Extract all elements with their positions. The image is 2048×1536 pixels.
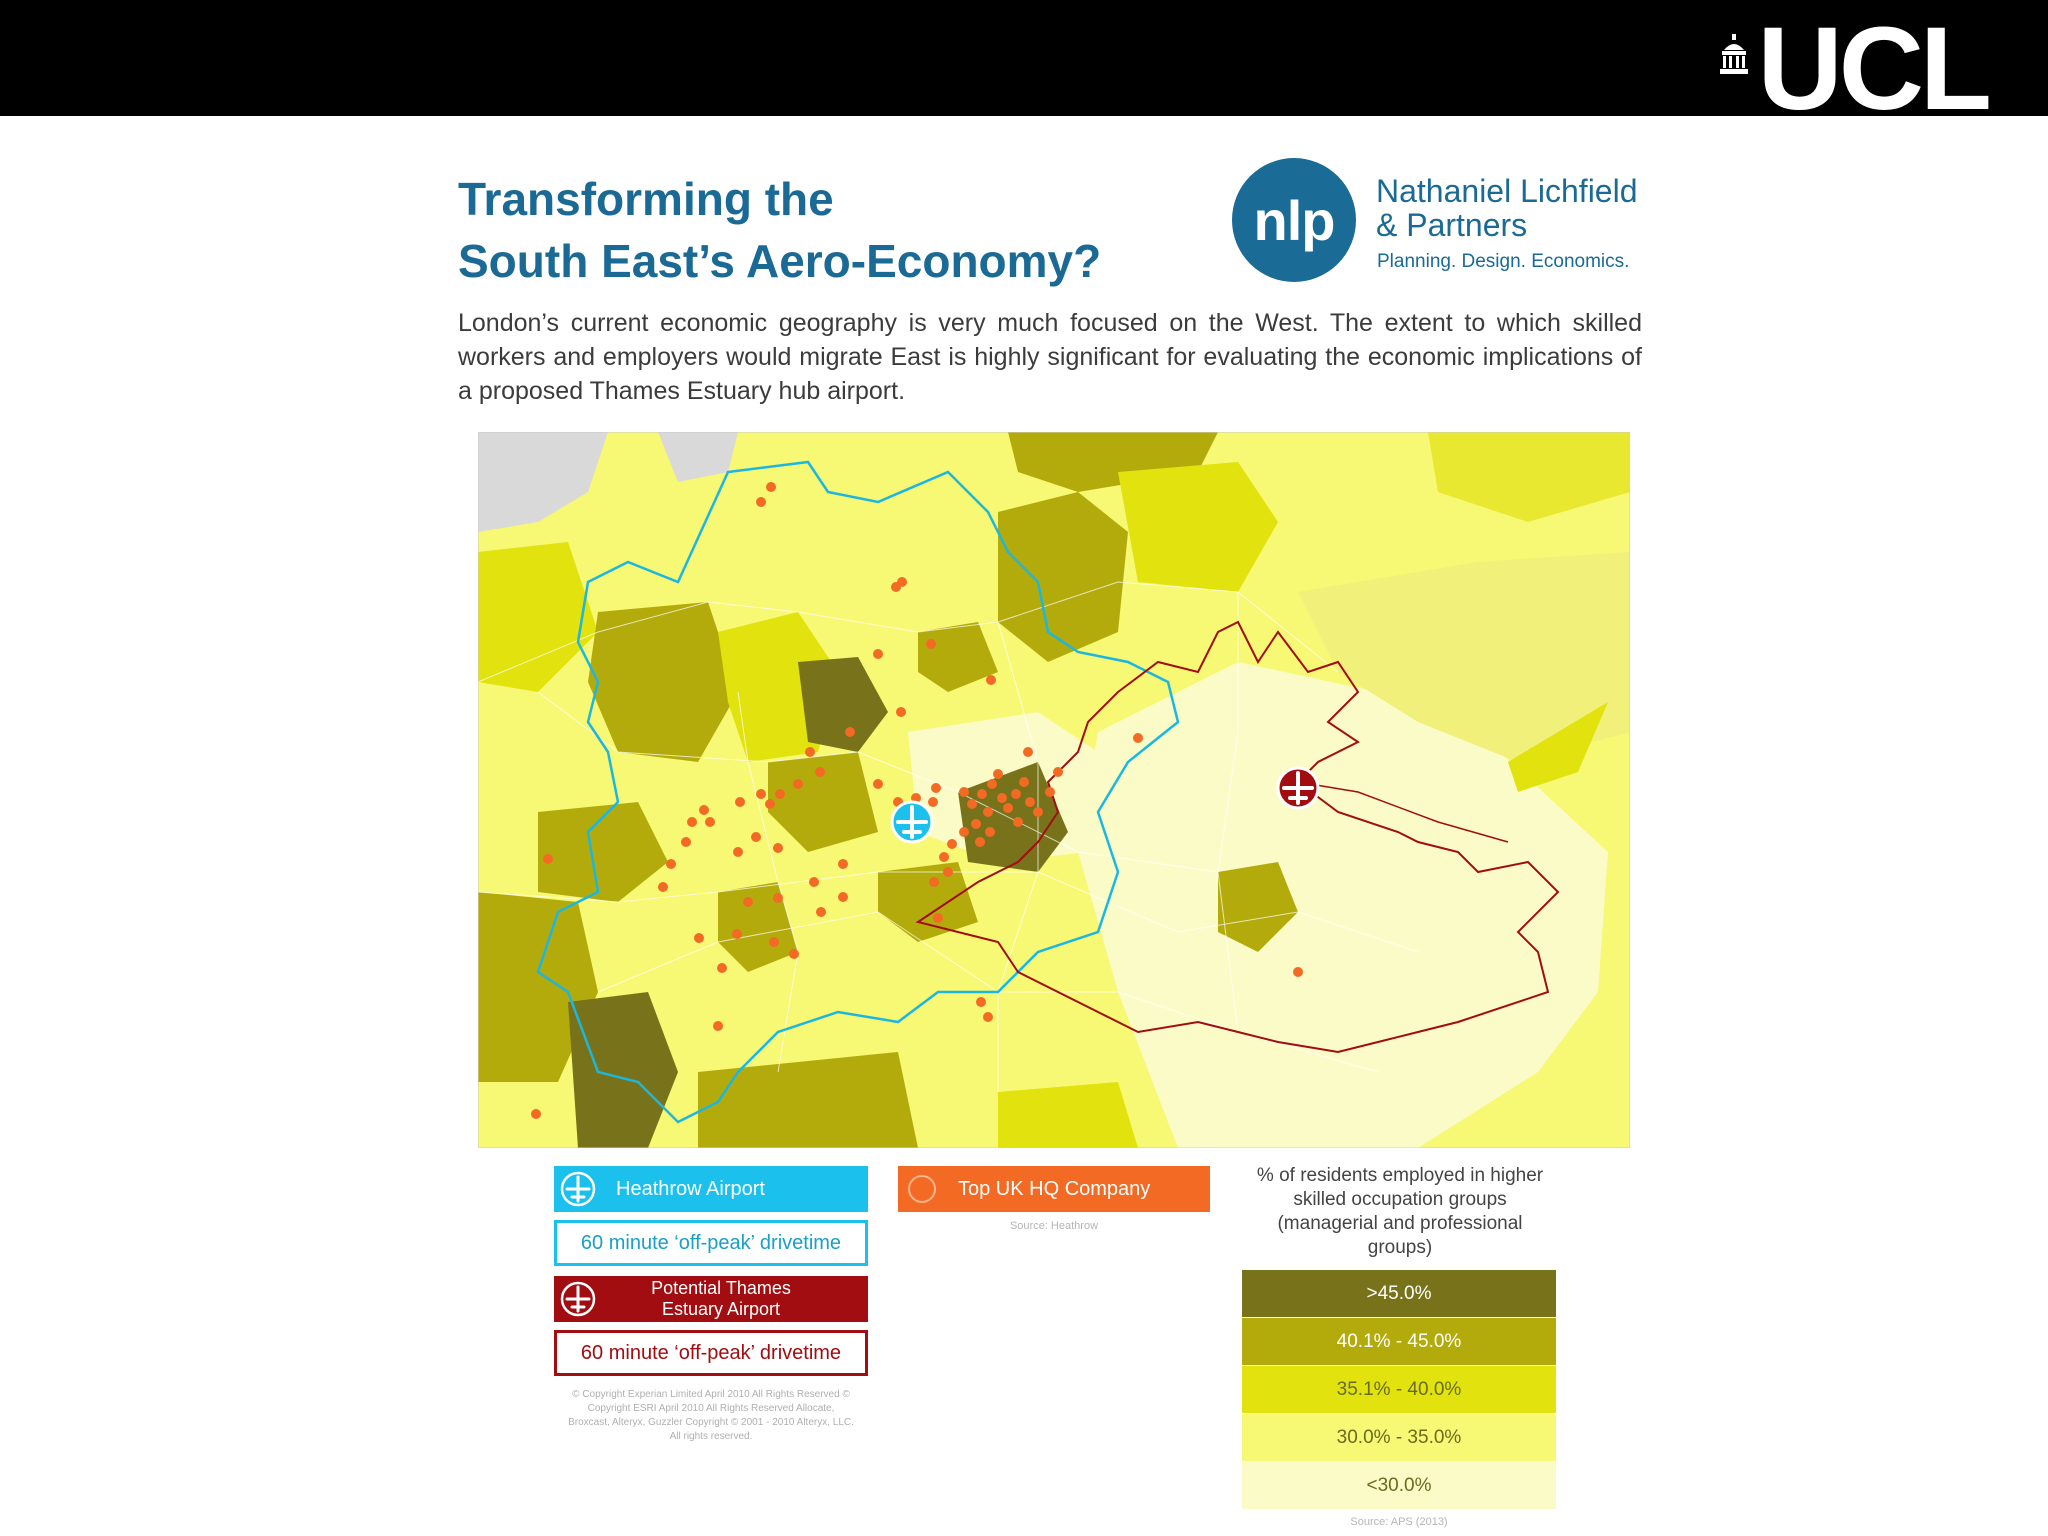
scale-band-label: 30.0% - 35.0%: [1336, 1426, 1462, 1448]
heathrow-airport-marker: [892, 802, 932, 842]
scale-band: [1242, 1318, 1556, 1365]
legend-hq-company: [898, 1166, 1210, 1212]
choropleth-map: [478, 432, 1630, 1148]
hq-source-note: Source: Heathrow: [1009, 1220, 1099, 1232]
map-region-mid: [998, 1082, 1138, 1148]
legend-label: 60 minute ‘off-peak’ drivetime: [580, 1231, 842, 1254]
choropleth-scale: [1242, 1270, 1556, 1510]
scale-band-label: >45.0%: [1366, 1282, 1432, 1304]
legend-thames-airport: [554, 1276, 868, 1322]
nlp-company-name: [1376, 174, 1638, 242]
legend-label-line: Estuary Airport: [661, 1299, 781, 1319]
nlp-name-line: & Partners: [1376, 207, 1528, 243]
legend-thames-drivetime: [554, 1330, 868, 1376]
scale-band: [1242, 1414, 1556, 1461]
scale-band-label: 35.1% - 40.0%: [1336, 1378, 1462, 1400]
map-copyright: © Copyright Experian Limited April 2010 All Rights Reserved © Copyright ESRI April 2010 All Rights Reserved Allocate, Broxcast, Alteryx, Guzzler Copyright © 2001 - 2010 Alteryx, LLC. All rights reserved.: [568, 1389, 854, 1442]
legend-label: Heathrow Airport: [616, 1177, 765, 1200]
nlp-tagline: Planning. Design. Economics.: [1377, 251, 1630, 272]
hq-marker-icon: [908, 1175, 936, 1203]
ucl-wordmark: UCL: [1757, 3, 1988, 135]
scale-band-label: <30.0%: [1366, 1474, 1432, 1496]
legend-label: Top UK HQ Company: [958, 1177, 1151, 1200]
scale-band: [1242, 1366, 1556, 1413]
nlp-logo-circle: nlp: [1232, 158, 1356, 282]
scale-band-label: 40.1% - 45.0%: [1336, 1330, 1462, 1352]
legend-label: [616, 1278, 826, 1320]
ucl-logo: [1719, 3, 1988, 135]
scale-band: [1242, 1270, 1556, 1317]
thames-estuary-airport-marker: [1278, 768, 1318, 808]
legend-label: 60 minute ‘off-peak’ drivetime: [580, 1341, 842, 1364]
plane-icon: [560, 1171, 596, 1207]
title-line: South East’s Aero-Economy?: [458, 235, 1102, 287]
header-bar: [0, 0, 2048, 135]
nlp-name-line: Nathaniel Lichfield: [1376, 173, 1638, 209]
legend-heathrow-drivetime: [554, 1220, 868, 1266]
plane-icon: [560, 1281, 596, 1317]
scale-source-note: Source: APS (2013): [1350, 1516, 1448, 1528]
portico-dome-icon: [1719, 34, 1749, 76]
title-line: Transforming the: [458, 173, 834, 225]
page-title: [458, 168, 1101, 292]
legend-heathrow-airport: [554, 1166, 868, 1212]
scale-caption: % of residents employed in higher skilled occupation groups (managerial and professional groups): [1256, 1165, 1544, 1258]
intro-paragraph: London’s current economic geography is very much focused on the West. The extent to which skilled workers and employers would migrate East is highly significant for evaluating the economic implications of a proposed Thames Estuary hub airport.: [458, 309, 1642, 405]
scale-band: [1242, 1462, 1556, 1509]
legend-label-line: Potential Thames: [651, 1278, 791, 1298]
